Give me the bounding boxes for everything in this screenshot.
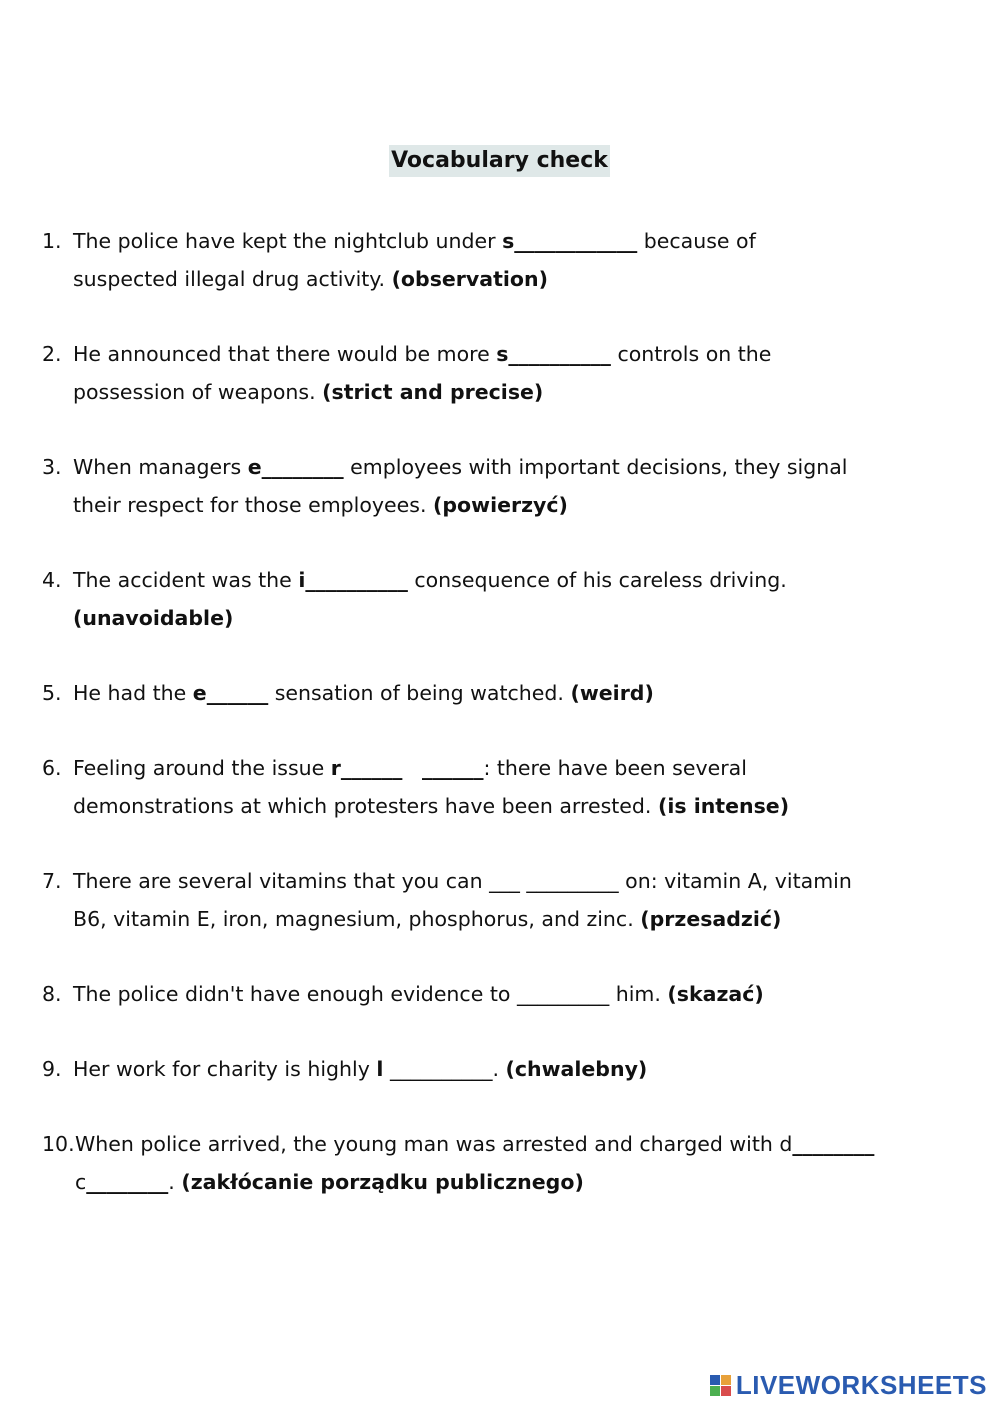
question-text: The police didn't have enough evidence to xyxy=(73,982,517,1006)
answer-blank[interactable]: __________ xyxy=(508,342,611,366)
question-text: possession of weapons. xyxy=(73,380,323,404)
question-text: him. xyxy=(609,982,668,1006)
answer-blank-2[interactable]: ________ xyxy=(86,1170,169,1194)
question-number: 7. xyxy=(42,869,62,893)
question-text: because of xyxy=(637,229,756,253)
hint: (strict and precise) xyxy=(322,380,544,404)
question-text: on: vitamin A, vitamin xyxy=(618,869,852,893)
question-6 xyxy=(42,749,962,825)
answer-blank-2[interactable]: ______ xyxy=(421,756,484,780)
question-text: Her work for charity is highly xyxy=(73,1057,377,1081)
page-title: Vocabulary check xyxy=(389,145,610,177)
question-10 xyxy=(42,1125,962,1201)
liveworksheets-logo xyxy=(710,1370,987,1401)
hint: (skazać) xyxy=(667,982,764,1006)
question-5 xyxy=(42,674,962,712)
question-3 xyxy=(42,448,962,524)
question-number: 10. xyxy=(42,1132,75,1156)
hint: (powierzyć) xyxy=(433,493,568,517)
question-8 xyxy=(42,975,962,1013)
question-number: 3. xyxy=(42,455,62,479)
question-2 xyxy=(42,335,962,411)
brand-text: LIVEWORKSHEETS xyxy=(735,1370,987,1400)
question-text: c xyxy=(75,1170,87,1194)
question-number: 1. xyxy=(42,229,62,253)
question-text: . xyxy=(168,1170,182,1194)
answer-letter: i xyxy=(298,568,306,592)
hint: (przesadzić) xyxy=(640,907,782,931)
question-text: There are several vitamins that you can xyxy=(73,869,490,893)
question-text: Feeling around the issue xyxy=(73,756,331,780)
hint: (weird) xyxy=(570,681,654,705)
question-text: . xyxy=(492,1057,506,1081)
answer-letter: s xyxy=(502,229,515,253)
answer-letter: s xyxy=(496,342,509,366)
question-text: The police have kept the nightclub under xyxy=(73,229,503,253)
question-text: When managers xyxy=(73,455,248,479)
question-text: demonstrations at which protesters have been arrested. xyxy=(73,794,658,818)
hint: (chwalebny) xyxy=(505,1057,648,1081)
question-text: employees with important decisions, they signal xyxy=(343,455,848,479)
question-number: 9. xyxy=(42,1057,62,1081)
question-number: 8. xyxy=(42,982,62,1006)
question-text: consequence of his careless driving. xyxy=(407,568,787,592)
answer-blank[interactable]: ________ xyxy=(792,1132,875,1156)
hint: (unavoidable) xyxy=(73,606,234,630)
answer-blank[interactable]: ____________ xyxy=(514,229,638,253)
hint: (observation) xyxy=(391,267,548,291)
answer-blank[interactable]: _________ xyxy=(516,982,610,1006)
liveworksheets-logo-icon xyxy=(710,1375,731,1396)
answer-blank[interactable]: ________ xyxy=(261,455,344,479)
question-text: He announced that there would be more xyxy=(73,342,497,366)
question-7 xyxy=(42,862,962,938)
answer-blank[interactable]: ___ xyxy=(489,869,520,893)
answer-blank[interactable]: __________ xyxy=(389,1057,493,1081)
question-9 xyxy=(42,1050,962,1088)
question-text: : there have been several xyxy=(483,756,747,780)
answer-letter: e xyxy=(192,681,207,705)
question-text: When police arrived, the young man was arrested and charged with d xyxy=(75,1132,793,1156)
question-text: B6, vitamin E, iron, magnesium, phosphorus, and zinc. xyxy=(73,907,641,931)
question-1 xyxy=(42,222,962,298)
question-number: 6. xyxy=(42,756,62,780)
question-number: 4. xyxy=(42,568,62,592)
question-text: He had the xyxy=(73,681,193,705)
question-text: sensation of being watched. xyxy=(268,681,571,705)
question-number: 5. xyxy=(42,681,62,705)
question-text: controls on the xyxy=(610,342,772,366)
answer-blank[interactable]: ______ xyxy=(206,681,269,705)
question-4 xyxy=(42,561,962,637)
answer-blank-2[interactable]: _________ xyxy=(526,869,619,893)
question-text: The accident was the xyxy=(73,568,299,592)
answer-blank[interactable]: ______ xyxy=(340,756,403,780)
answer-letter: r xyxy=(330,756,341,780)
question-text: suspected illegal drug activity. xyxy=(73,267,392,291)
answer-letter: e xyxy=(247,455,262,479)
answer-blank[interactable]: __________ xyxy=(305,568,408,592)
hint: (zakłócanie porządku publicznego) xyxy=(181,1170,584,1194)
question-number: 2. xyxy=(42,342,62,366)
hint: (is intense) xyxy=(657,794,790,818)
answer-letter: l xyxy=(376,1057,384,1081)
question-text: their respect for those employees. xyxy=(73,493,433,517)
